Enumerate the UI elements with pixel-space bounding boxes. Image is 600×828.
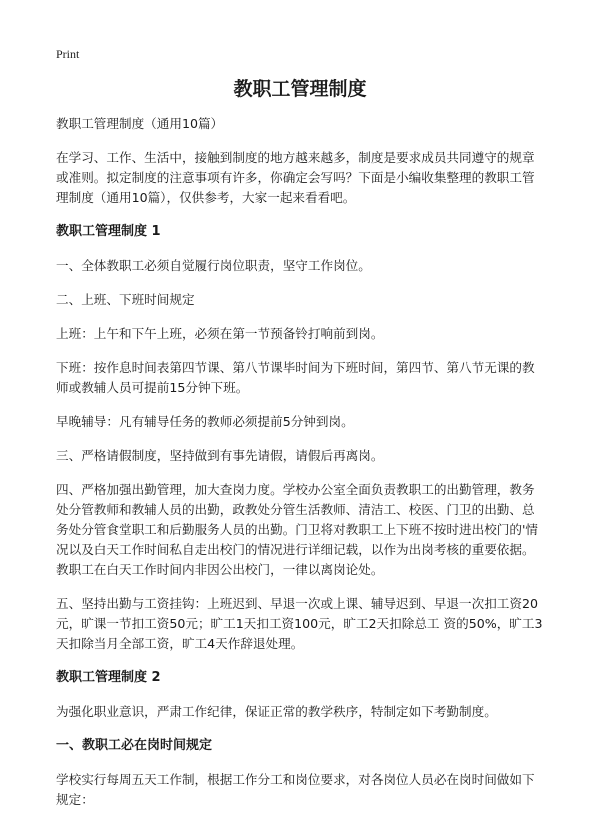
section1-paragraph: 下班：按作息时间表第四节课、第八节课毕时间为下班时间，第四节、第八节无课的教师或教辅人员可提前15分钟下班。 — [56, 360, 535, 395]
section-heading-1: 教职工管理制度 1 — [56, 224, 161, 239]
intro-paragraph: 在学习、工作、生活中，接触到制度的地方越来越多，制度是要求成员共同遵守的规章或准则。拟定制度的注意事项有许多，你确定会写吗？下面是小编收集整理的教职工管理制度（通用10篇），仅供参考，大家一起来看看吧。 — [56, 150, 535, 205]
document-subtitle: 教职工管理制度（通用10篇） — [56, 116, 224, 131]
section2-body: 学校实行每周五天工作制，根据工作分工和岗位要求，对各岗位人员必在岗时间做如下规定： — [56, 772, 535, 807]
section1-paragraph: 三、严格请假制度，坚持做到有事先请假，请假后再离岗。 — [56, 448, 384, 463]
print-link[interactable]: Print — [56, 47, 80, 61]
section1-paragraph: 一、全体教职工必须自觉履行岗位职责，坚守工作岗位。 — [56, 258, 371, 273]
section2-subheading: 一、教职工必在岗时间规定 — [56, 738, 213, 753]
section1-paragraph: 五、坚持出勤与工资挂钩：上班迟到、早退一次或上课、辅导迟到、早退一次扣工资20元，旷课一节扣工资50元；旷工1天扣工资100元，旷工2天扣除总工 资的50%，旷工3天扣除当月全部工资，旷工4天作辞退处理。 — [56, 596, 543, 651]
section1-paragraph: 上班：上午和下午上班，必须在第一节预备铃打响前到岗。 — [56, 326, 384, 341]
section1-paragraph: 二、上班、下班时间规定 — [56, 292, 195, 307]
section1-paragraph: 早晚辅导：凡有辅导任务的教师必须提前5分钟到岗。 — [56, 414, 354, 429]
section-heading-2: 教职工管理制度 2 — [56, 670, 161, 685]
section1-paragraph: 四、严格加强出勤管理，加大查岗力度。学校办公室全面负责教职工的出勤管理，教务处分管教师和教辅人员的出勤，政教处分管生活教师、清洁工、校医、门卫的出勤、总务处分管食堂职工和后勤服务人员的出勤。门卫将对教职工上下班不按时进出校门的'情况以及白天工作时间私自走出校门的情况进行详细记载，以作为出岗考核的重要依据。教职工在白天工作时间内非因公出校门，一律以离岗论处。 — [56, 482, 539, 577]
section2-intro: 为强化职业意识，严肃工作纪律，保证正常的教学秩序，特制定如下考勤制度。 — [56, 704, 497, 719]
page-title: 教职工管理制度 — [233, 78, 367, 100]
